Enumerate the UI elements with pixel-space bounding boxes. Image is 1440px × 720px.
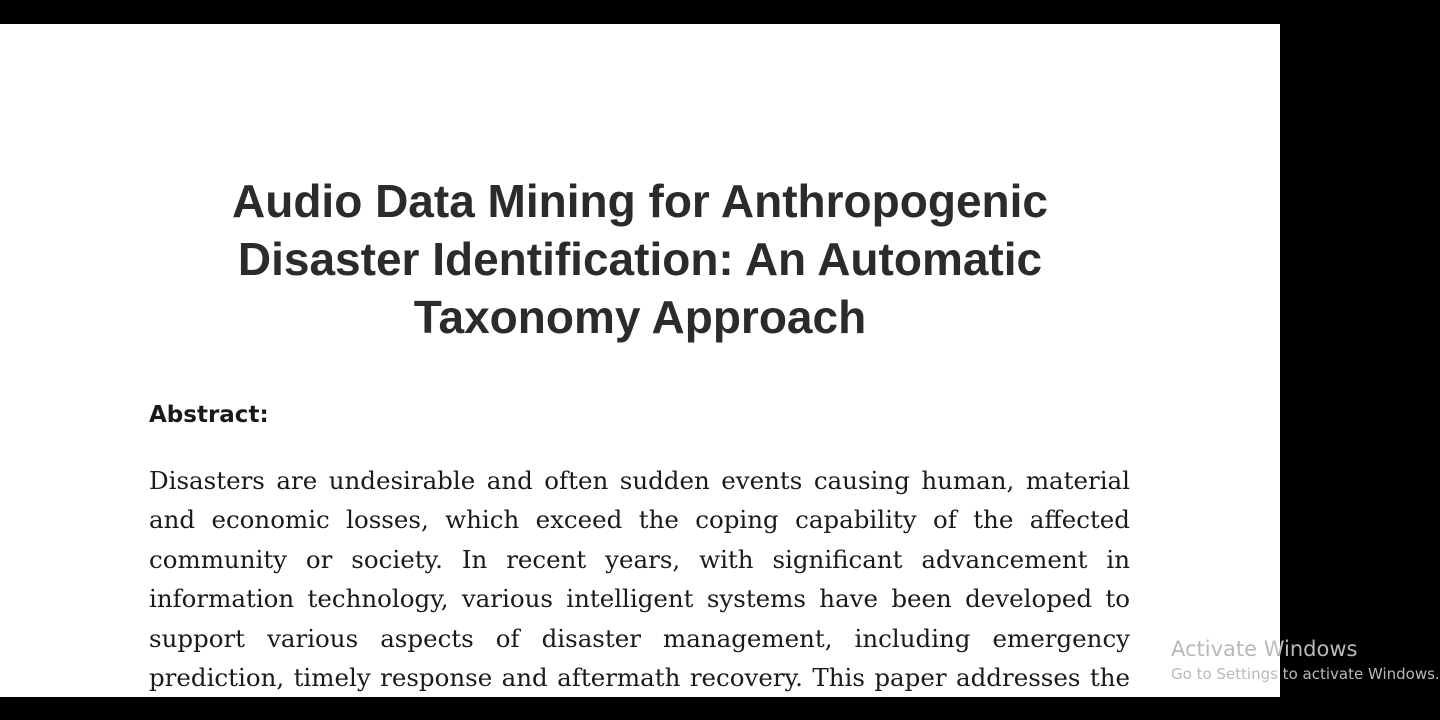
title-line-1: Audio Data Mining for Anthropogenic xyxy=(232,175,1048,227)
abstract-body xyxy=(149,461,1130,697)
title-line-3: Taxonomy Approach xyxy=(413,291,867,343)
title-line-2: Disaster Identification: An Automatic xyxy=(237,233,1043,285)
abstract-line-1: Disasters are undesirable and often sudden events causing human, material xyxy=(149,466,1130,495)
abstract-line-2: and economic losses, which exceed the coping capability of the affected xyxy=(149,505,1130,535)
paper-title xyxy=(150,172,1130,346)
abstract-line-5: support various aspects of disaster management, including emergency xyxy=(149,623,1130,653)
abstract-line-4: information technology, various intelligent systems have been developed to xyxy=(149,584,1130,614)
abstract-heading: Abstract: xyxy=(149,402,269,428)
abstract-line-6: prediction, timely response and aftermath recovery. This paper addresses the xyxy=(149,663,1130,693)
activate-windows-watermark xyxy=(1171,635,1440,685)
watermark-line-2: Go to Settings to activate Windows. xyxy=(1171,665,1440,683)
abstract-line-3: community or society. In recent years, with significant advancement in xyxy=(149,544,1130,574)
document-page xyxy=(0,24,1440,697)
watermark-line-1: Activate Windows xyxy=(1171,637,1358,661)
